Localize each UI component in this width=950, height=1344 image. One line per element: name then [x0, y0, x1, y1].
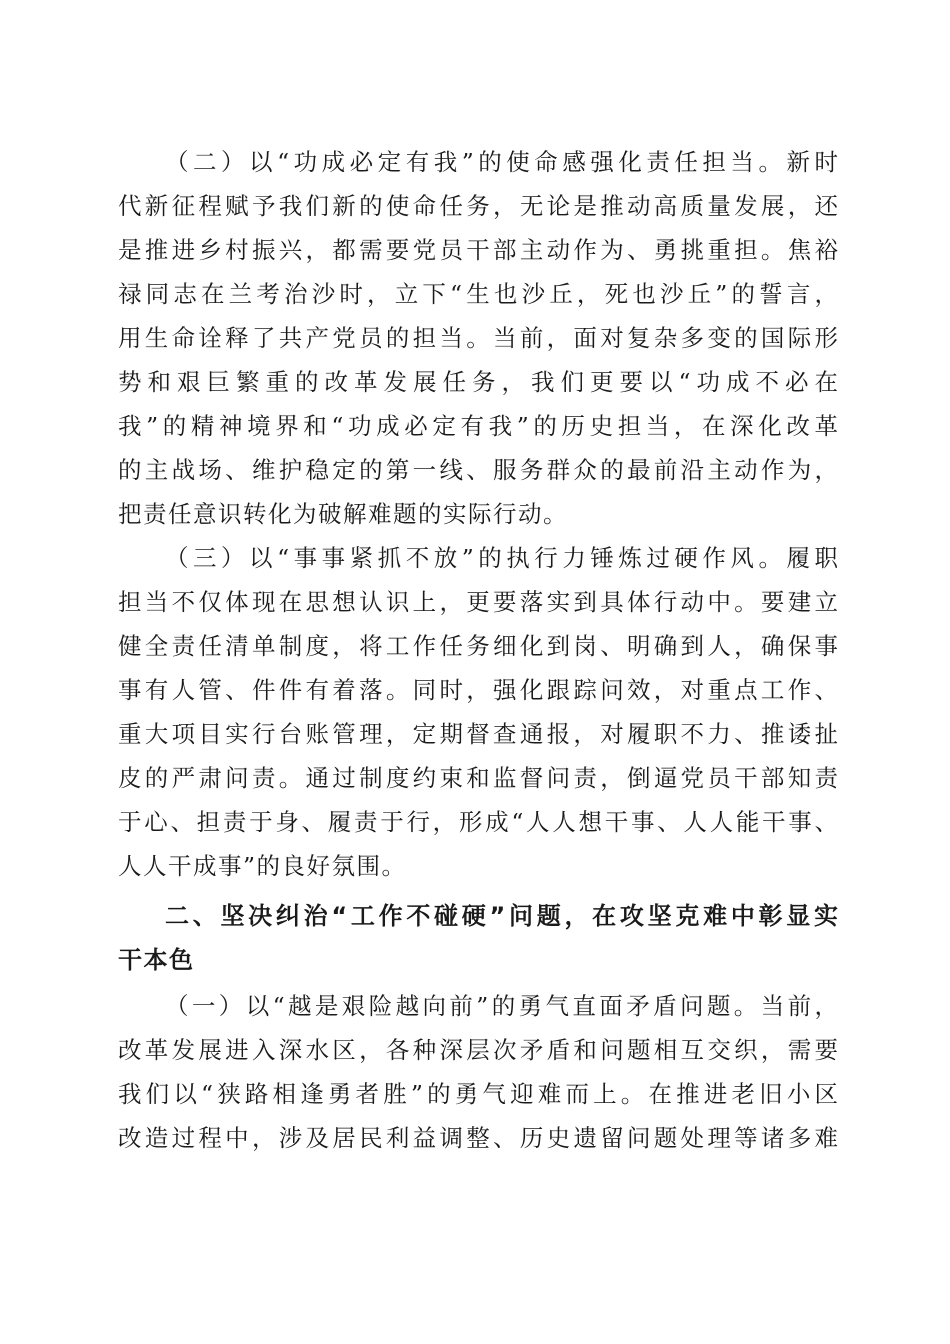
paragraph-2-line-9: 把责任意识转化为破解难题的实际行动。 — [118, 500, 568, 528]
paragraph-2-line-5: 用生命诠释了共产党员的担当。当前，面对复杂多变的国际形 — [118, 324, 838, 352]
paragraph-3-line-7: 于心、担责于身、履责于行，形成“人人想干事、人人能干事、 — [118, 808, 838, 836]
paragraph-2-line-3: 是推进乡村振兴，都需要党员干部主动作为、勇挑重担。焦裕 — [118, 236, 838, 264]
paragraph-4-line-3: 我们以“狭路相逢勇者胜”的勇气迎难而上。在推进老旧小区 — [118, 1080, 838, 1108]
paragraph-2-line-8: 的主战场、维护稳定的第一线、服务群众的最前沿主动作为， — [118, 456, 838, 484]
paragraph-4-line-2: 改革发展进入深水区，各种深层次矛盾和问题相互交织，需要 — [118, 1036, 838, 1064]
paragraph-2-line-4: 禄同志在兰考治沙时，立下“生也沙丘，死也沙丘”的誓言， — [118, 280, 838, 308]
section-heading-line-1: 二、坚决纠治“工作不碰硬”问题，在攻坚克难中彰显实 — [165, 902, 838, 930]
paragraph-2-line-6: 势和艰巨繁重的改革发展任务，我们更要以“功成不必在 — [118, 368, 838, 396]
paragraph-2-line-2: 代新征程赋予我们新的使命任务，无论是推动高质量发展，还 — [118, 192, 838, 220]
paragraph-3-line-6: 皮的严肃问责。通过制度约束和监督问责，倒逼党员干部知责 — [118, 764, 838, 792]
paragraph-3-line-3: 健全责任清单制度，将工作任务细化到岗、明确到人，确保事 — [118, 632, 838, 660]
paragraph-4-line-1: （一）以“越是艰险越向前”的勇气直面矛盾问题。当前， — [165, 992, 838, 1020]
paragraph-3-line-4: 事有人管、件件有着落。同时，强化跟踪问效，对重点工作、 — [118, 676, 838, 704]
paragraph-3-line-8: 人人干成事”的良好氛围。 — [118, 852, 407, 880]
paragraph-3-line-1: （三）以“事事紧抓不放”的执行力锤炼过硬作风。履职 — [165, 544, 838, 572]
paragraph-2-line-7: 我”的精神境界和“功成必定有我”的历史担当，在深化改革 — [118, 412, 838, 440]
paragraph-2-line-1: （二）以“功成必定有我”的使命感强化责任担当。新时 — [165, 148, 838, 176]
paragraph-3-line-5: 重大项目实行台账管理，定期督查通报，对履职不力、推诿扯 — [118, 720, 838, 748]
paragraph-3-line-2: 担当不仅体现在思想认识上，更要落实到具体行动中。要建立 — [118, 588, 838, 616]
section-heading-line-2: 干本色 — [118, 946, 195, 974]
paragraph-4-line-4: 改造过程中，涉及居民利益调整、历史遗留问题处理等诸多难 — [118, 1124, 838, 1152]
